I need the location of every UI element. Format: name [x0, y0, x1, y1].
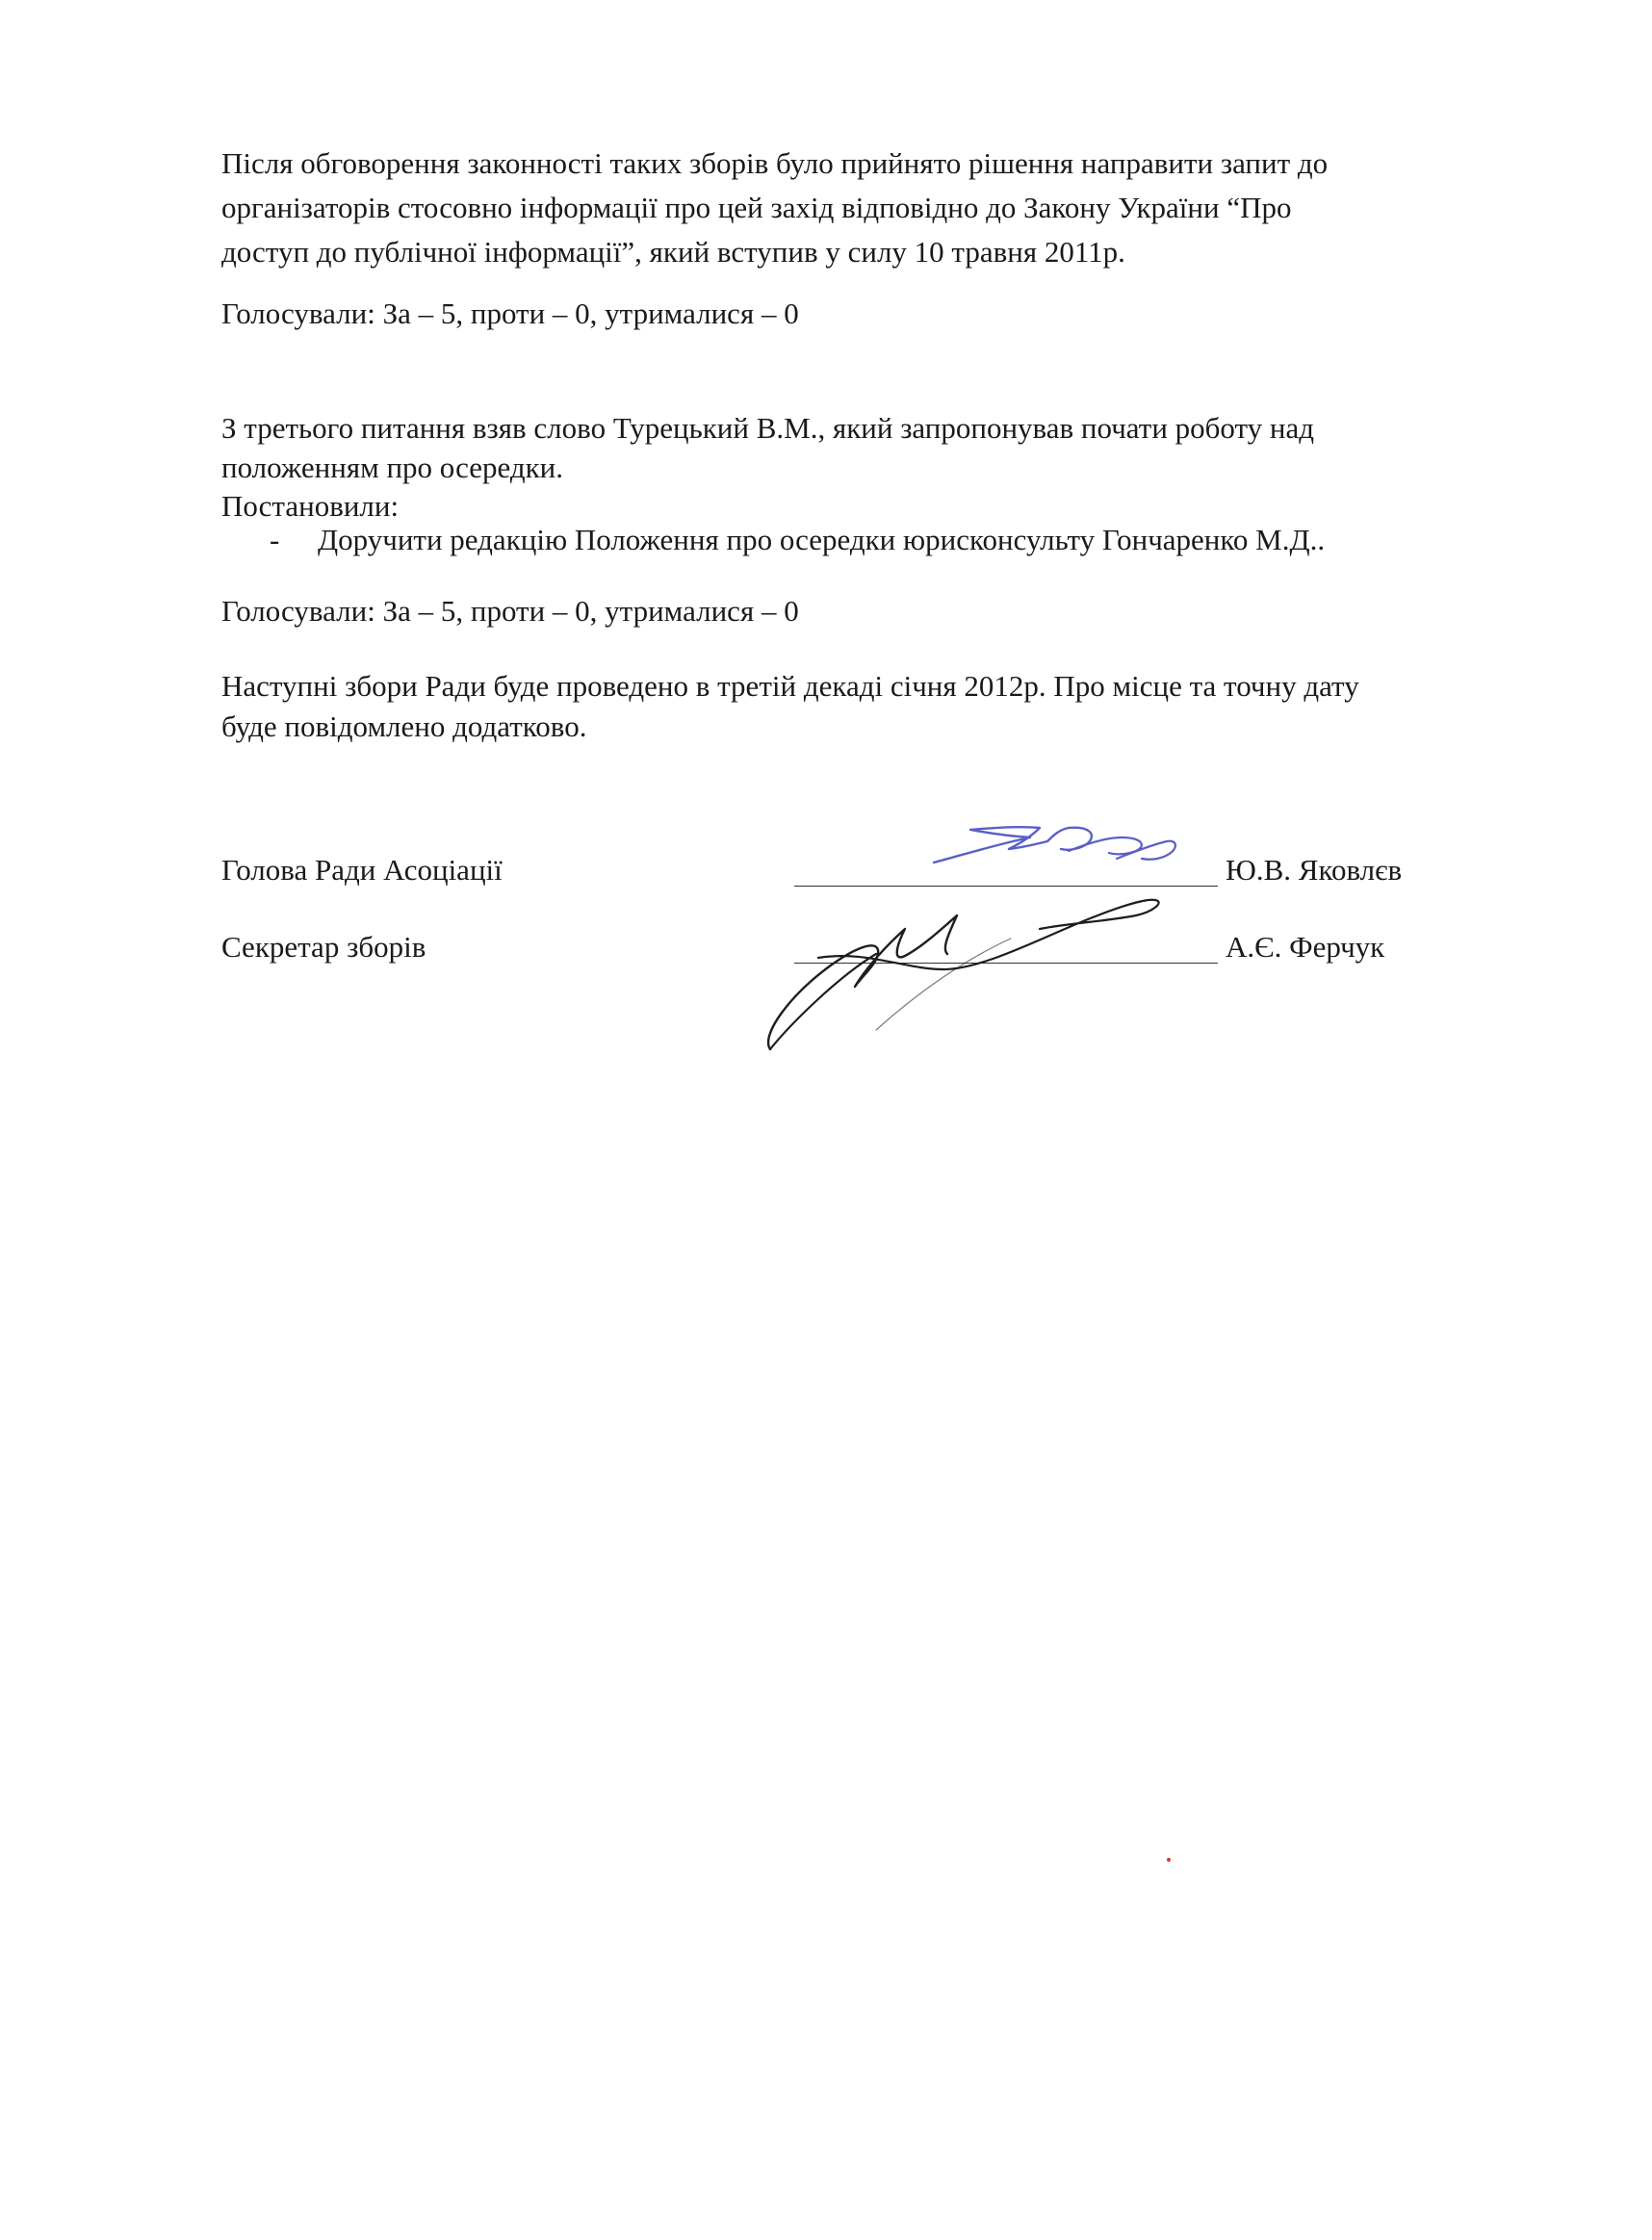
signature-stroke [818, 900, 1159, 969]
paragraph-line: доступ до публічної інформації”, який вступив у силу 10 травня 2011р. [221, 235, 1125, 269]
paragraph-line: буде повідомлено додатково. [221, 709, 587, 743]
paragraph-line: Наступні збори Ради буде проведено в третій декаді січня 2012р. Про місце та точну дату [221, 669, 1359, 703]
signature-stroke [770, 954, 876, 1049]
signature-stroke [768, 915, 957, 1049]
signatory-role: Голова Ради Асоціації [221, 853, 503, 887]
paragraph-line: З третього питання взяв слово Турецький В.М., який запропонував почати роботу над [221, 411, 1315, 445]
signatory-name: Ю.В. Яковлєв [1226, 853, 1403, 887]
signatory-name: А.Є. Ферчук [1226, 930, 1385, 964]
vote-result: Голосували: За – 5, проти – 0, утрималися – 0 [221, 296, 799, 330]
signatory-role: Секретар зборів [221, 930, 426, 964]
paragraph-line: положенням про осередки. [221, 451, 563, 484]
handwritten-signature-black [751, 862, 1174, 1064]
scan-speck [1167, 1858, 1171, 1862]
vote-result: Голосували: За – 5, проти – 0, утрималися – 0 [221, 594, 799, 628]
paragraph-line: Після обговорення законності таких зборів було прийнято рішення направити запит до [221, 146, 1329, 180]
signature-stroke [934, 827, 1092, 863]
signature-stroke [1117, 841, 1175, 860]
list-marker: - [270, 523, 280, 556]
paragraph-line: організаторів стосовно інформації про цей захід відповідно до Закону України “Про [221, 191, 1292, 224]
resolved-label: Постановили: [221, 489, 400, 523]
signature-stroke [1069, 837, 1142, 854]
resolution-text: Доручити редакцію Положення про осередки юрисконсульту Гончаренко М.Д.. [318, 523, 1326, 556]
